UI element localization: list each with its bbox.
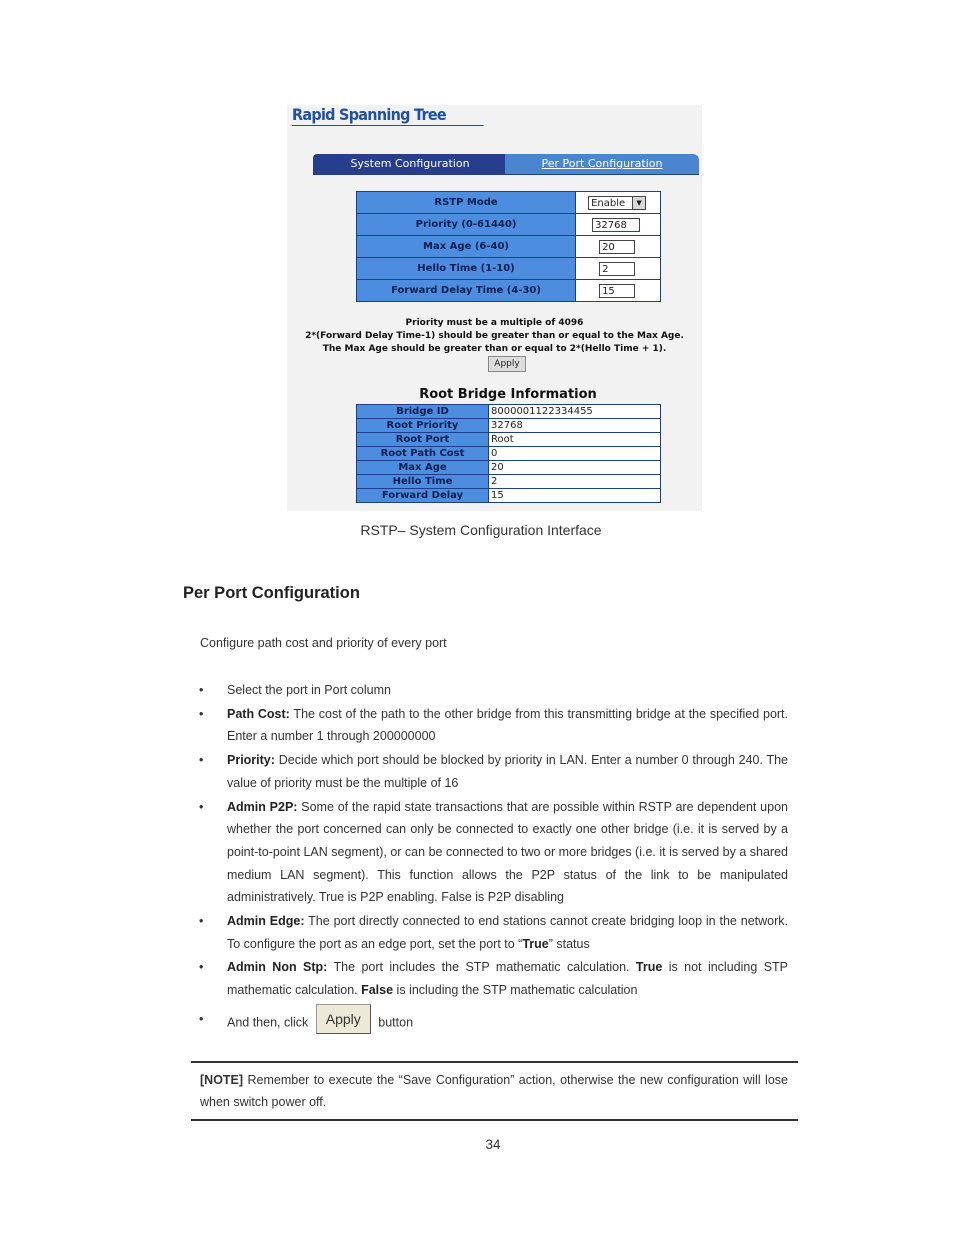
rb-value: 32768 — [489, 419, 661, 433]
table-row — [357, 489, 661, 503]
tab-per-port-configuration[interactable]: Per Port Configuration — [505, 154, 699, 174]
chevron-down-icon[interactable]: ▼ — [632, 197, 645, 209]
rb-value: 2 — [489, 475, 661, 489]
bullet-symbol: • — [199, 799, 204, 814]
bullet-text: Select the port in Port column — [227, 683, 391, 697]
config-label: Max Age (6-40) — [357, 236, 576, 258]
config-label: Priority (0-61440) — [357, 214, 576, 236]
bullet-term: True — [522, 936, 549, 951]
bullet-symbol: • — [199, 914, 204, 929]
bullet-list — [199, 679, 788, 1039]
rb-label: Bridge ID — [357, 405, 489, 419]
rb-value: Root — [489, 433, 661, 447]
bullet-text: ” status — [548, 936, 590, 951]
figure-caption: RSTP– System Configuration Interface — [360, 522, 602, 538]
table-row — [357, 447, 661, 461]
bullet-symbol: • — [199, 960, 204, 975]
apply-button[interactable]: Apply — [488, 356, 526, 372]
list-item — [199, 703, 788, 748]
bullet-symbol: • — [199, 1011, 204, 1026]
tab-system-configuration[interactable]: System Configuration — [313, 154, 507, 174]
config-label: Hello Time (1-10) — [357, 258, 576, 280]
bullet-text: And then, click — [227, 1015, 309, 1030]
bullet-term: True — [635, 960, 663, 975]
config-label: Forward Delay Time (4-30) — [357, 280, 576, 302]
bullet-term: False — [361, 983, 394, 998]
bullet-symbol: • — [199, 753, 204, 768]
bullet-text: The cost of the path to the other bridge from this transmitting bridge at the specified port. Enter a number 1 through 200000000 — [227, 706, 789, 744]
config-row-forward-delay — [357, 280, 661, 302]
root-bridge-table — [356, 404, 661, 503]
rb-label: Max Age — [357, 461, 489, 475]
bullet-text: The port includes the STP mathematic calculation. — [327, 960, 636, 975]
max-age-input[interactable]: 20 — [599, 240, 635, 254]
bullet-text: is including the STP mathematic calculation — [393, 983, 638, 998]
apply-button-example[interactable]: Apply — [316, 1004, 371, 1034]
list-item — [199, 749, 788, 794]
bullet-term: Admin P2P: — [227, 799, 298, 814]
list-item — [199, 956, 788, 1001]
hello-time-input[interactable]: 2 — [599, 262, 635, 276]
rb-label: Root Path Cost — [357, 447, 489, 461]
rb-value: 0 — [489, 447, 661, 461]
bullet-term: Priority: — [227, 753, 275, 768]
rstp-screenshot — [287, 105, 702, 511]
rb-value: 20 — [489, 461, 661, 475]
bullet-text: Some of the rapid state transactions that are possible within RSTP are dependent upon whether the port concerned can only be connected to exactly one other bridge (i.e. it is served by a point-to-point LAN segment), or can be connected to two or more bridges (i.e. it is served by a shared medium LAN segment). This function allows the P2P status of the link to be manipulated administratively. True is P2P enabling. False is P2P disabling — [227, 799, 788, 905]
bullet-text: Decide which port should be blocked by priority in LAN. Enter a number 0 through 240. The value of priority must be the multiple of 16 — [227, 753, 788, 790]
note-line: Priority must be a multiple of 4096 — [405, 318, 584, 328]
note-box — [191, 1061, 798, 1121]
section-heading: Per Port Configuration — [183, 584, 360, 602]
bullet-text: The port directly connected to end stations cannot create bridging loop in the network. To configure the port as an edge port, set the port to “ — [227, 914, 788, 951]
config-label: RSTP Mode — [357, 192, 576, 214]
list-item — [199, 910, 788, 955]
tab-divider — [313, 174, 699, 175]
note-line: 2*(Forward Delay Time-1) should be greater than or equal to the Max Age. — [305, 331, 684, 341]
rstp-mode-value: Enable — [591, 197, 626, 209]
rb-value: 15 — [489, 489, 661, 503]
bullet-term: Path Cost: — [227, 706, 290, 721]
note-label: [NOTE] — [200, 1073, 244, 1087]
config-row-hello-time — [357, 258, 661, 280]
config-row-rstp-mode — [357, 192, 661, 214]
system-config-table — [356, 191, 661, 302]
bullet-term: Admin Non Stp: — [227, 960, 328, 975]
bullet-text: button — [378, 1015, 414, 1030]
screenshot-title: Rapid Spanning Tree — [292, 105, 484, 126]
bullet-text: is not including STP mathematic calculation. — [227, 960, 789, 998]
rb-label: Root Port — [357, 433, 489, 447]
page-number: 34 — [485, 1137, 501, 1152]
table-row — [357, 461, 661, 475]
config-row-priority — [357, 214, 661, 236]
table-row — [357, 419, 661, 433]
bullet-term: Admin Edge: — [227, 914, 305, 929]
rb-label: Root Priority — [357, 419, 489, 433]
root-bridge-title: Root Bridge Information — [419, 387, 597, 402]
intro-text: Configure path cost and priority of every port — [200, 636, 447, 650]
rstp-mode-select[interactable] — [588, 196, 646, 210]
bullet-symbol: • — [199, 706, 204, 721]
note-text: Remember to execute the “Save Configuration” action, otherwise the new configuration will lose when switch power off. — [200, 1073, 788, 1109]
priority-input[interactable]: 32768 — [592, 218, 640, 232]
rb-label: Hello Time — [357, 475, 489, 489]
note-line: The Max Age should be greater than or equal to 2*(Hello Time + 1). — [322, 344, 667, 354]
list-item — [199, 679, 788, 702]
config-notes — [287, 317, 702, 356]
bullet-symbol: • — [199, 683, 204, 697]
table-row — [357, 433, 661, 447]
config-row-max-age — [357, 236, 661, 258]
forward-delay-input[interactable]: 15 — [599, 284, 635, 298]
rb-label: Forward Delay — [357, 489, 489, 503]
rb-value: 8000001122334455 — [489, 405, 661, 419]
table-row — [357, 405, 661, 419]
table-row — [357, 475, 661, 489]
list-item — [199, 1008, 788, 1038]
list-item — [199, 796, 788, 910]
